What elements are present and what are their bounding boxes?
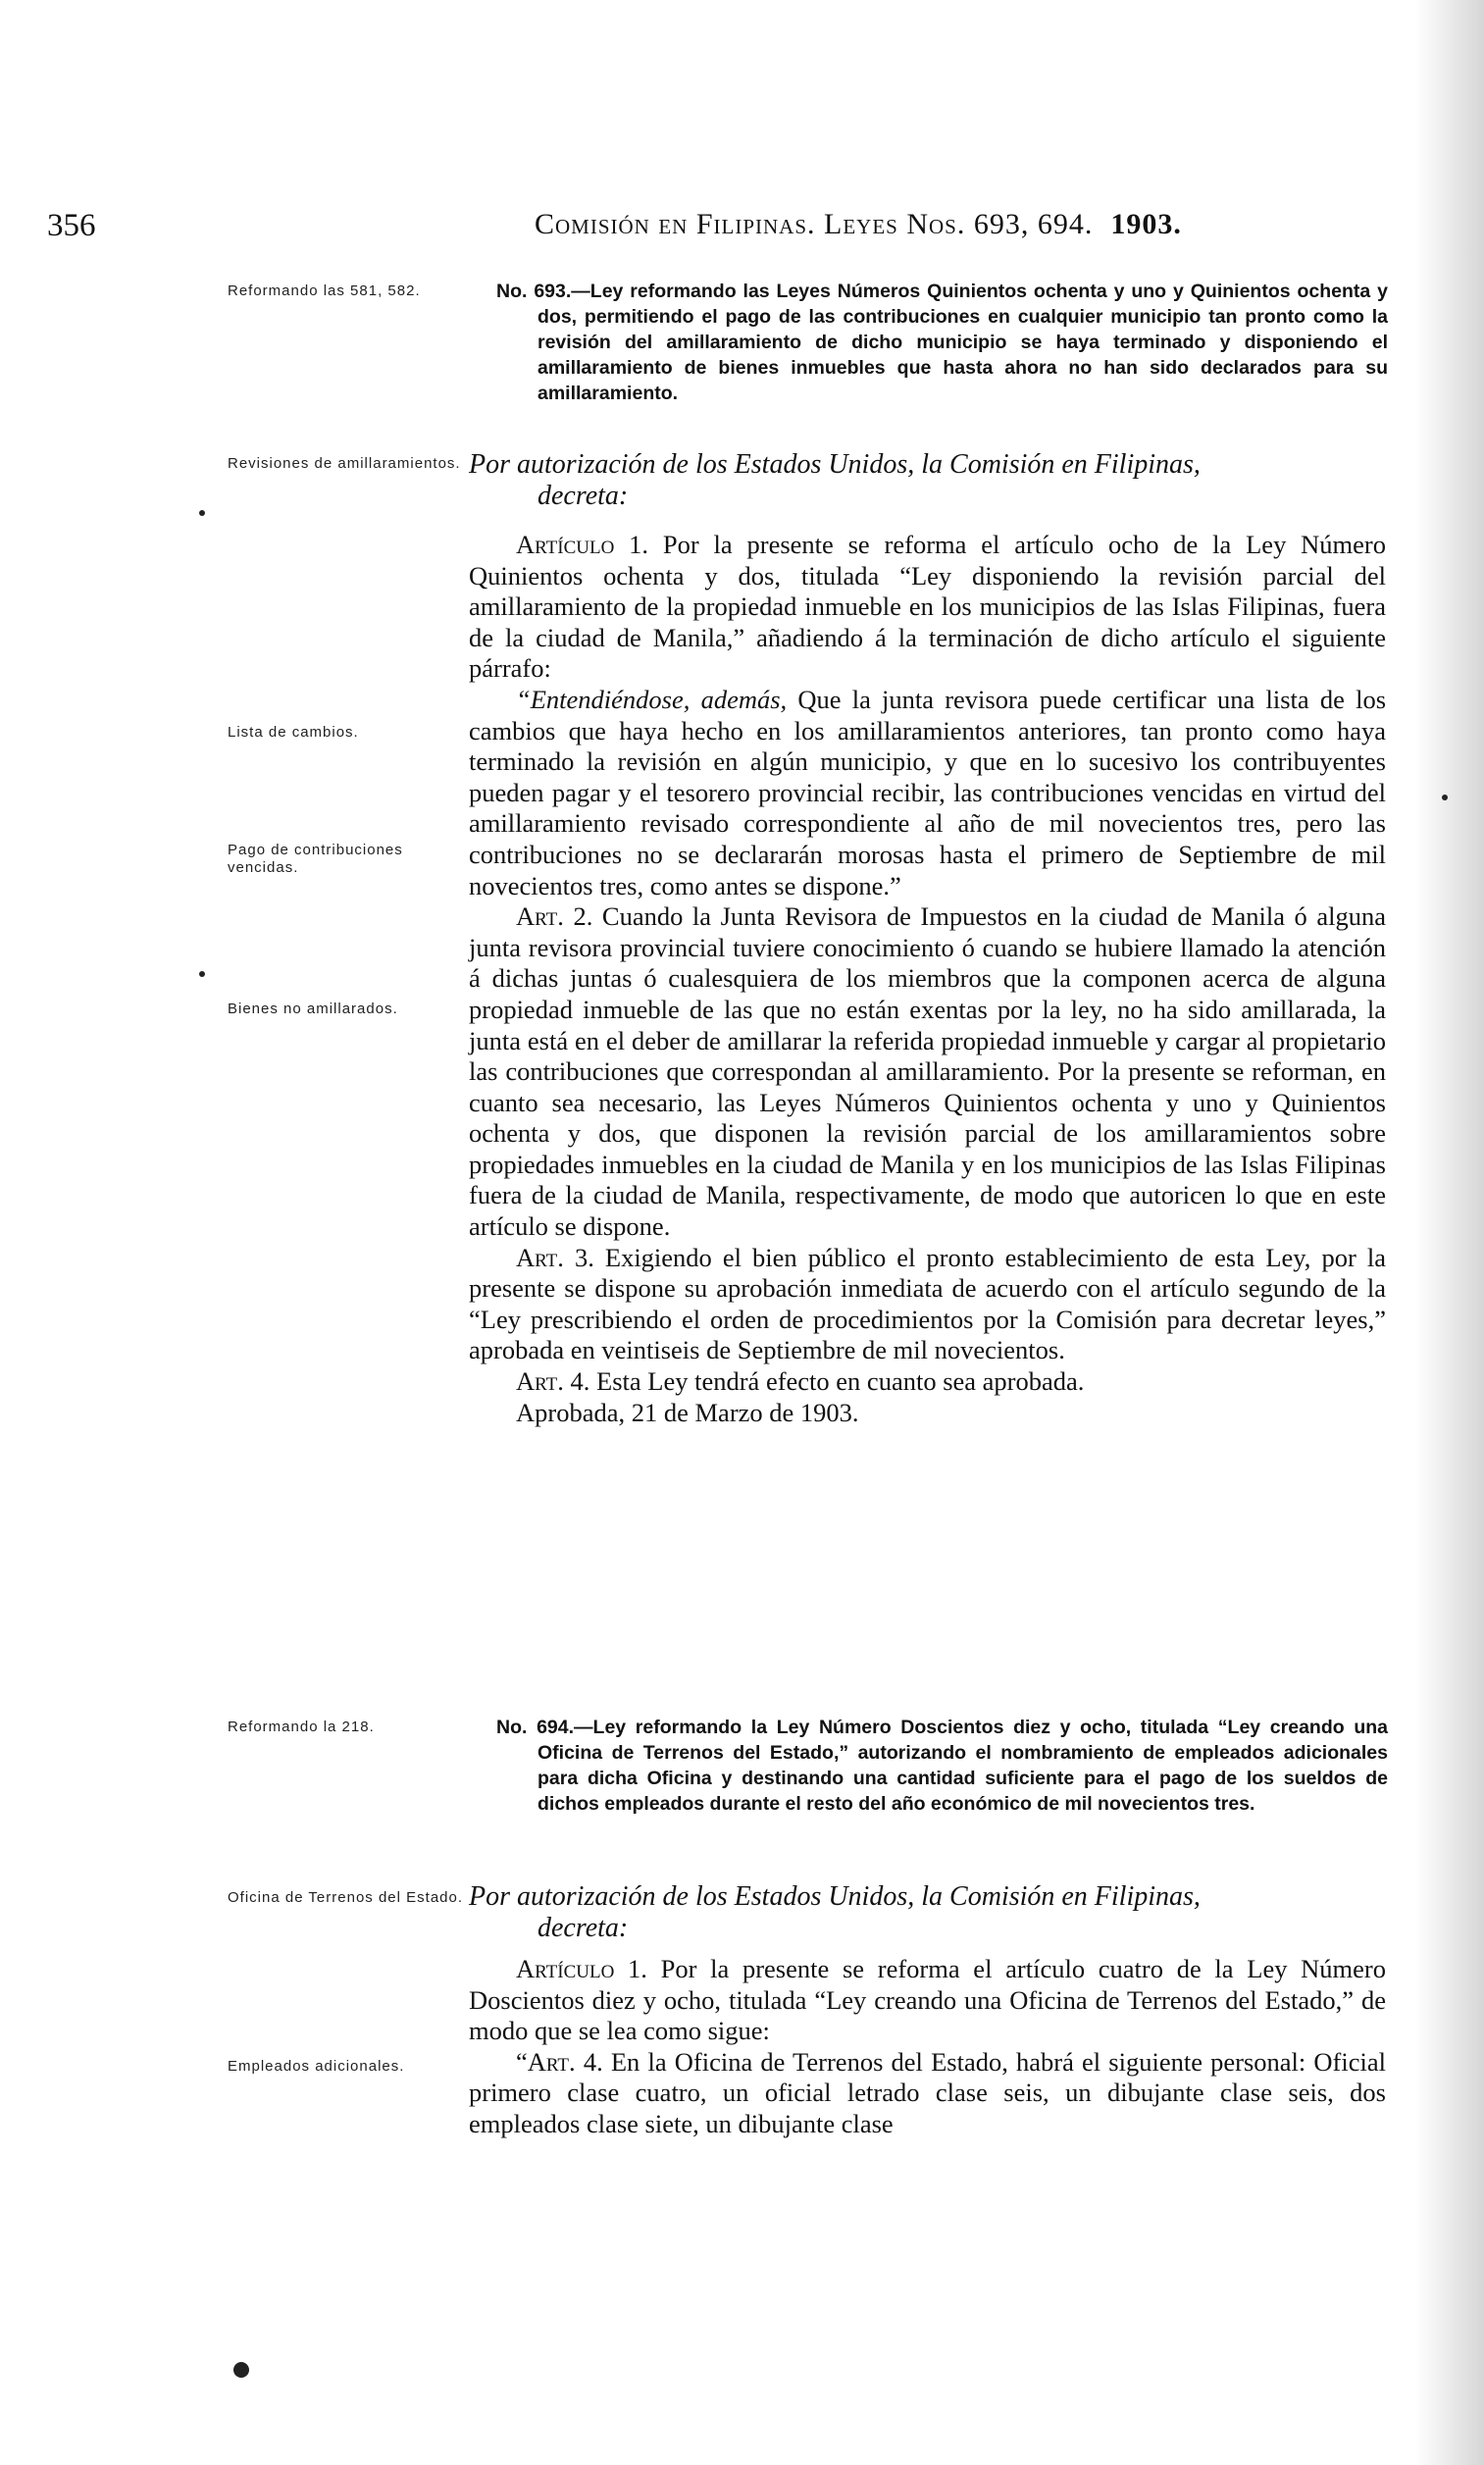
margin-note-reformando-218: Reformando la 218. <box>228 1719 375 1735</box>
law-694-title: —Ley reformando la Ley Número Doscientos diez y ocho, titulada “Ley creando una Oficina de Terrenos del Estado,” autorizando el nombramiento de empleados adicionales para dicha Oficina y destinando una cantidad suficiente para el pago de los sueldos de dichos empleados durante el resto del año económico de mil novecientos tres. <box>537 1717 1388 1815</box>
article-1-label: Artículo <box>516 530 615 559</box>
law-693-authority-text: Por autorización de los Estados Unidos, la Comisión en Filipinas, <box>469 449 1201 480</box>
law-693-number: No. 693. <box>496 281 572 302</box>
article-3-text: 3. Exigiendo el bien público el pronto establecimiento de esta Ley, por la presente se dispone su aprobación inmediata de acuerdo con el artículo segundo de la “Ley prescribiendo el orden de procedimientos por la Comisión para decretar leyes,” aprobada en veintiseis de Septiembre de mil novecientos. <box>469 1242 1386 1365</box>
running-header <box>535 208 1182 241</box>
article-3-label: Art. <box>516 1242 564 1272</box>
law-694-article-1-label: Artículo <box>516 1954 615 1983</box>
law-694-article-4-label: “Art. <box>516 2046 576 2077</box>
quote-italic: “Entendiéndose, además, <box>516 684 788 714</box>
article-4-text: 4. Esta Ley tendrá efecto en cuanto sea aprobada. <box>563 1366 1085 1397</box>
margin-note-oficina-terrenos: Oficina de Terrenos del Estado. <box>228 1889 464 1906</box>
margin-note-pago-contribuciones: Pago de contribuciones vencidas. <box>228 842 403 876</box>
law-693-quote <box>469 685 1386 901</box>
law-693-title: —Ley reformando las Leyes Números Quinientos ochenta y uno y Quinientos ochenta y dos, permitiendo el pago de las contribuciones en cualquier municipio tan pronto como la revisión del amillaramiento de dicho municipio se haya terminado y disponiendo el amillaramiento de bienes inmuebles que hasta ahora no han sido declarados para su amillaramiento. <box>537 281 1388 404</box>
law-694-article-1 <box>469 1954 1386 2047</box>
article-1-text: 1. Por la presente se reforma el artículo ocho de la Ley Número Quinientos ochenta y dos, titulada “Ley disponiendo la revisión parcial del amillaramiento de la propiedad inmueble en los municipios de las Islas Filipinas, fuera de la ciudad de Manila,” añadiendo á la terminación de dicho artículo el siguiente párrafo: <box>469 530 1386 684</box>
law-694-article-1-text: 1. Por la presente se reforma el artículo cuatro de la Ley Número Doscientos diez y ocho, titulada “Ley creando una Oficina de Terrenos del Estado,” de modo que se lea como sigue: <box>469 1954 1386 2046</box>
page-number: 356 <box>47 208 96 243</box>
law-694-authority <box>469 1881 1386 1944</box>
law-693-article-4 <box>469 1366 1386 1398</box>
law-693-article-3 <box>469 1243 1386 1366</box>
scan-speck <box>1442 795 1448 800</box>
law-694-article-4-text: 4. En la Oficina de Terrenos del Estado, habrá el siguiente personal: Oficial primero clase cuatro, un oficial letrado clase seis, un dibujante clase seis, dos empleados clase siete, un dibujante clase <box>469 2046 1386 2138</box>
scan-speck <box>199 971 205 977</box>
article-2-text: 2. Cuando la Junta Revisora de Impuestos en la ciudad de Manila ó alguna junta revisora provincial tuviere conocimiento ó cuando se hubiere llamado la atención á dichas juntas ó cualesquiera de los miembros que la componen acerca de alguna propiedad inmueble de las que no están exentas por la ley, no ha sido amillarada, la junta está en el deber de amillarar la referida propiedad inmueble y cargar al propietario las contribuciones que correspondan al amillaramiento. Por la presente se reforman, en cuanto sea necesario, las Leyes Números Quinientos ochenta y uno y Quinientos ochenta y dos, que disponen la revisión parcial de los amillaramientos sobre propiedades inmuebles en la ciudad de Manila y en los municipios de las Islas Filipinas fuera de la ciudad de Manila, respectivamente, de modo que autoricen lo que en este artículo se dispone. <box>469 901 1386 1242</box>
law-693-decreta: decreta: <box>537 481 629 511</box>
law-693-body <box>469 530 1386 1428</box>
law-694-heading <box>481 1715 1388 1817</box>
law-694-number: No. 694. <box>496 1717 575 1738</box>
quote-text: Que la junta revisora puede certificar una lista de los cambios que haya hecho en los amillaramientos anteriores, tan pronto como haya terminado la revisión en algún municipio, y que en lo sucesivo los contribuyentes pueden pagar y el tesorero provincial recibir, las contribuciones vencidas en virtud del amillaramiento revisado correspondiente al año de mil novecientos tres, pero las contribuciones no se declararán morosas hasta el primero de Septiembre de mil novecientos tres, como antes se dispone.” <box>469 684 1387 900</box>
law-694-authority-text: Por autorización de los Estados Unidos, la Comisión en Filipinas, <box>469 1881 1201 1912</box>
margin-note-reformando-581-582: Reformando las 581, 582. <box>228 282 421 299</box>
margin-note-bienes-no-amillarados: Bienes no amillarados. <box>228 1001 398 1017</box>
law-694-article-4 <box>469 2047 1386 2140</box>
law-693-heading <box>481 279 1388 406</box>
law-693-authority <box>469 449 1386 512</box>
margin-note-lista-cambios: Lista de cambios. <box>228 724 359 741</box>
article-2-label: Art. <box>516 901 564 932</box>
scan-speck <box>199 510 205 516</box>
scan-speck <box>233 2362 249 2378</box>
law-693-article-1 <box>469 530 1386 685</box>
law-693-approved: Aprobada, 21 de Marzo de 1903. <box>516 1397 859 1427</box>
running-title: Comisión en Filipinas. Leyes Nos. 693, 694. <box>535 208 1094 240</box>
margin-note-empleados-adicionales: Empleados adicionales. <box>228 2058 405 2075</box>
law-694-decreta: decreta: <box>537 1913 629 1943</box>
law-694-body <box>469 1954 1386 2140</box>
margin-note-revisiones: Revisiones de amillaramientos. <box>228 455 461 472</box>
article-4-label: Art. <box>516 1366 564 1397</box>
scan-shadow <box>1415 0 1484 2465</box>
running-year: 1903. <box>1110 208 1182 240</box>
law-693-article-2 <box>469 901 1386 1243</box>
